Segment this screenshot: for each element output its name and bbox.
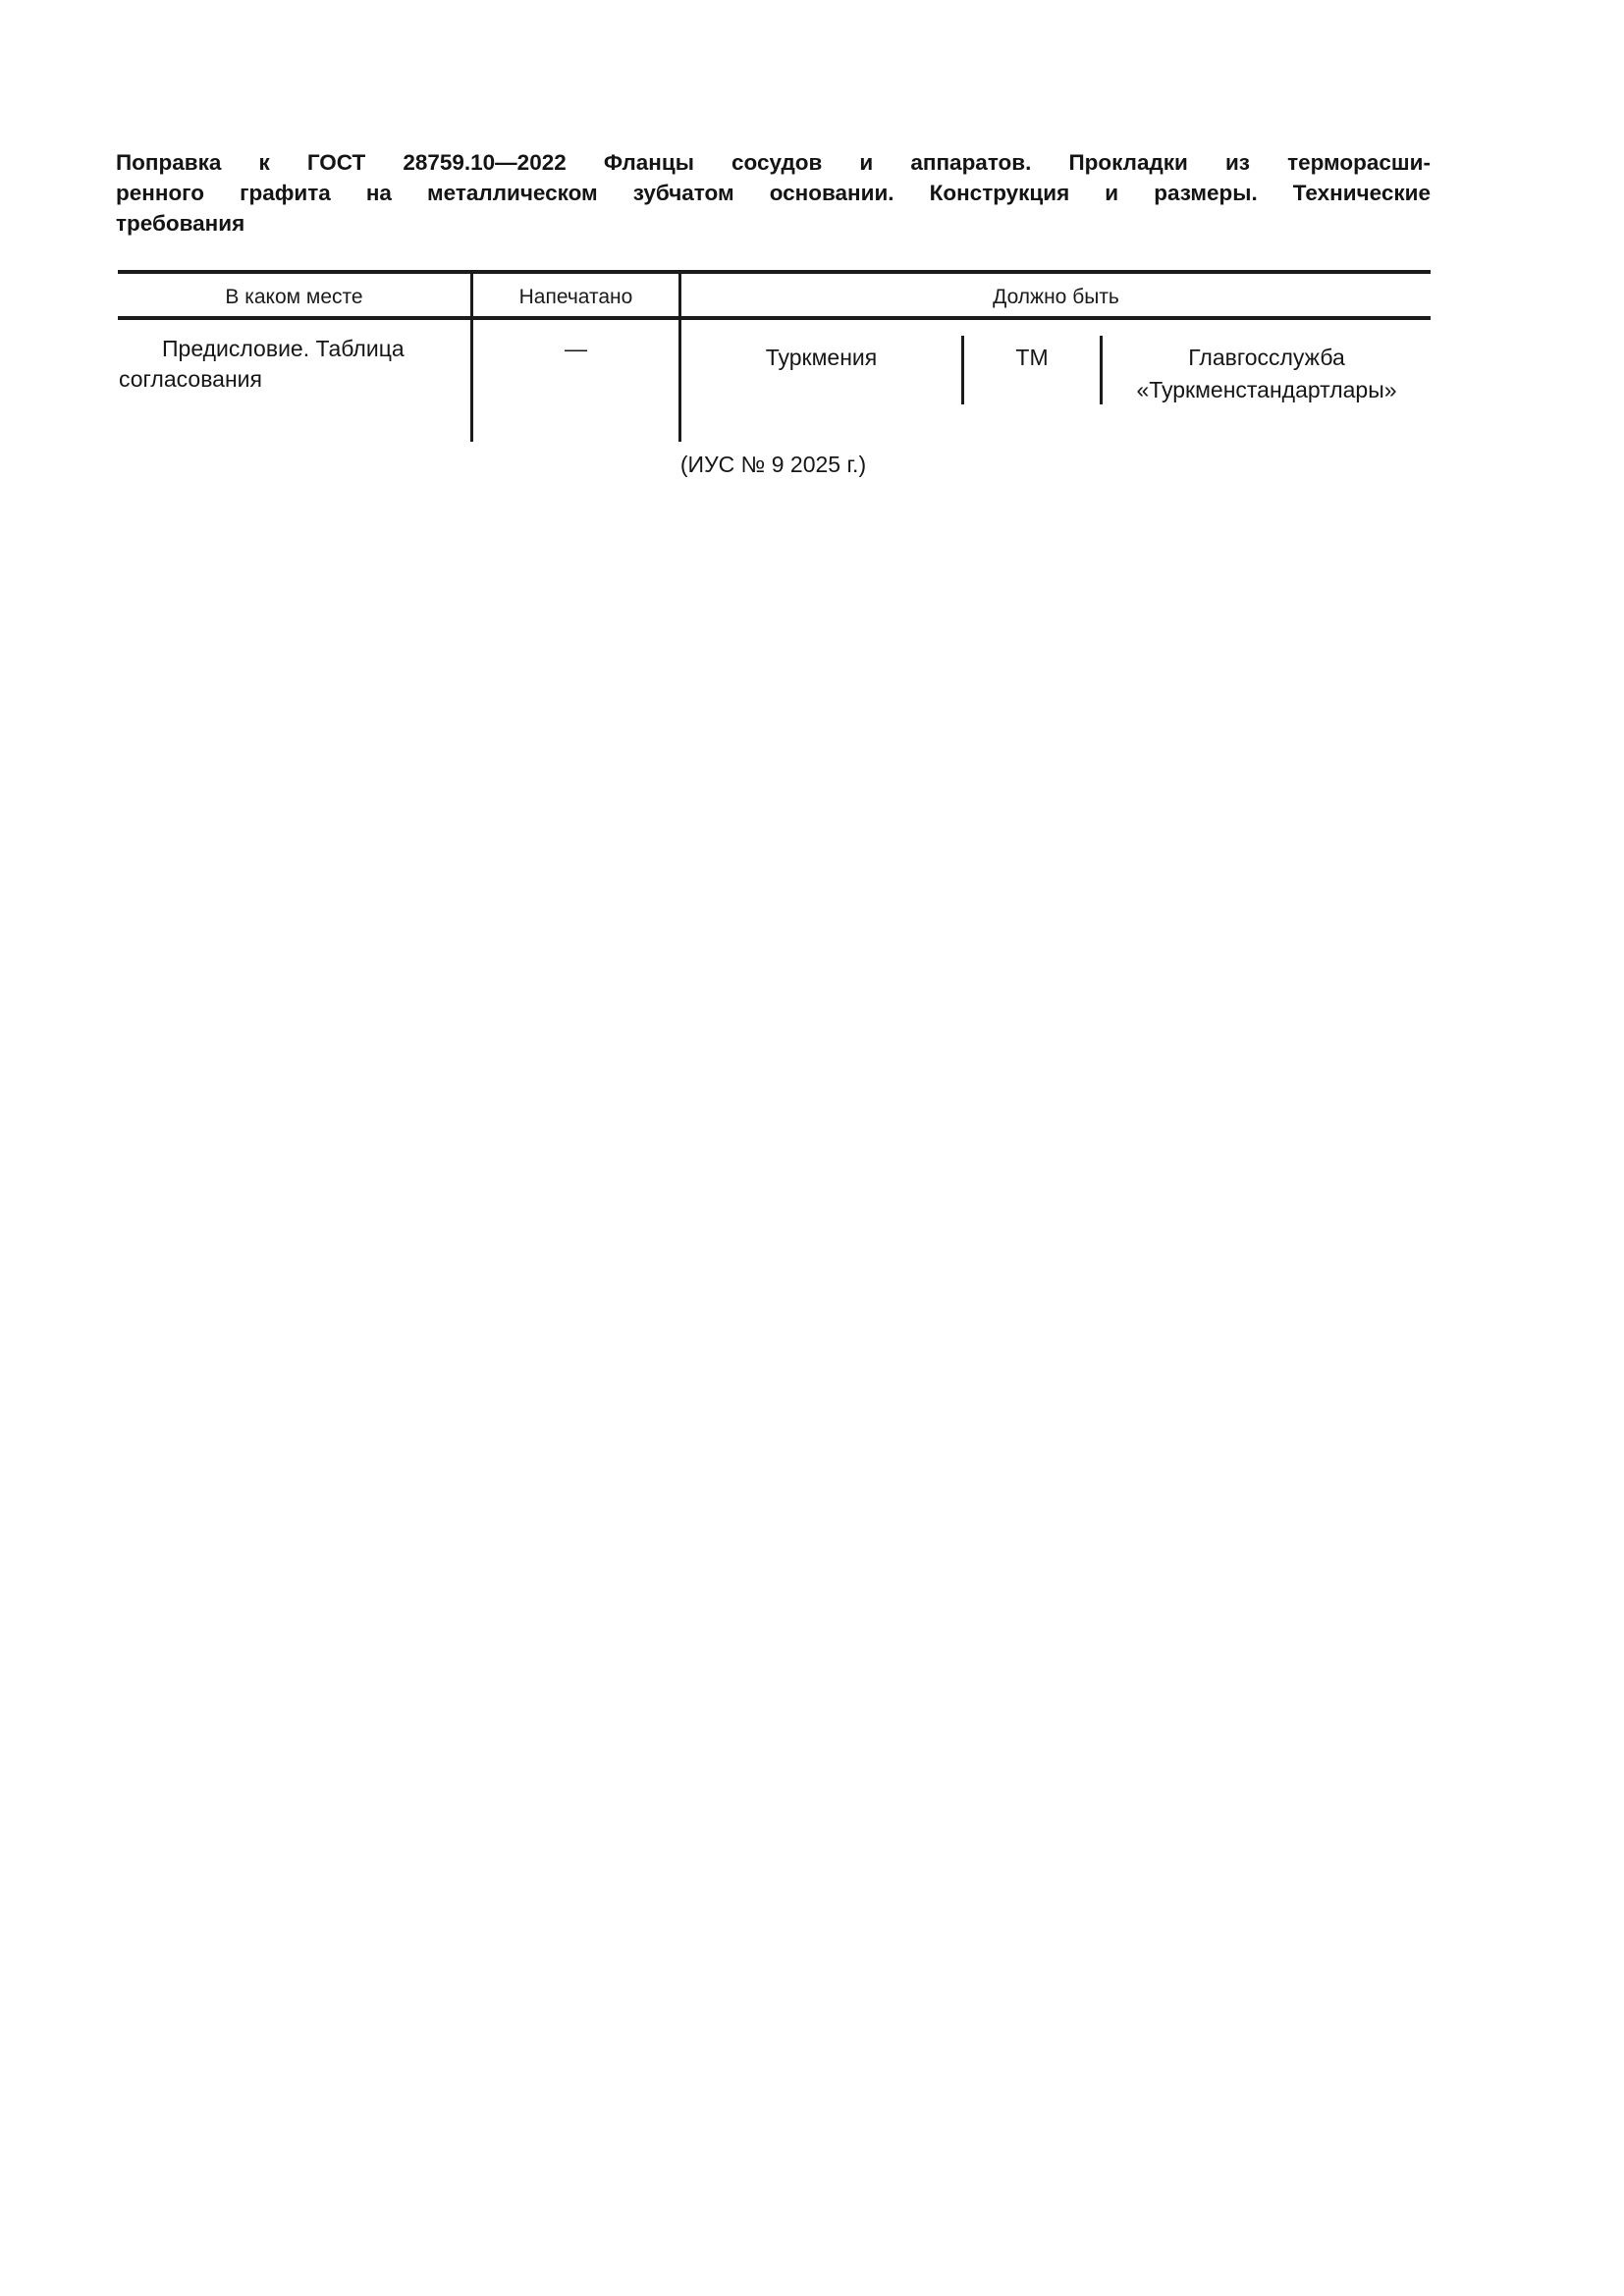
table-cell-should-be-country: Туркмения: [765, 345, 878, 370]
ius-issue-caption: (ИУС № 9 2025 г.): [679, 452, 867, 477]
document-title-line-3: требования: [116, 211, 245, 236]
table-header-printed: Напечатано: [518, 286, 633, 308]
table-cell-should-be-code: ТМ: [1015, 345, 1049, 370]
table-cell-location: Предисловие. Таблица согласования: [119, 336, 405, 392]
document-title-line-2: ренного графита на металлическом зубчатом основании. Конструкция и размеры. Технические: [116, 181, 1431, 205]
table-header-should-be: Должно быть: [993, 286, 1119, 308]
document-title: [116, 147, 1431, 239]
table-cell-printed: —: [565, 336, 587, 361]
table-cell-should-be-agency: Главгосслужба «Туркменстандартлары»: [1136, 345, 1397, 402]
table-header-place: В каком месте: [225, 286, 363, 308]
table-header-bottom-border: [118, 316, 1431, 320]
table-top-border: [118, 270, 1431, 274]
document-title-line-1: Поправка к ГОСТ 28759.10—2022 Фланцы сосудов и аппаратов. Прокладки из терморасши-: [116, 150, 1431, 175]
